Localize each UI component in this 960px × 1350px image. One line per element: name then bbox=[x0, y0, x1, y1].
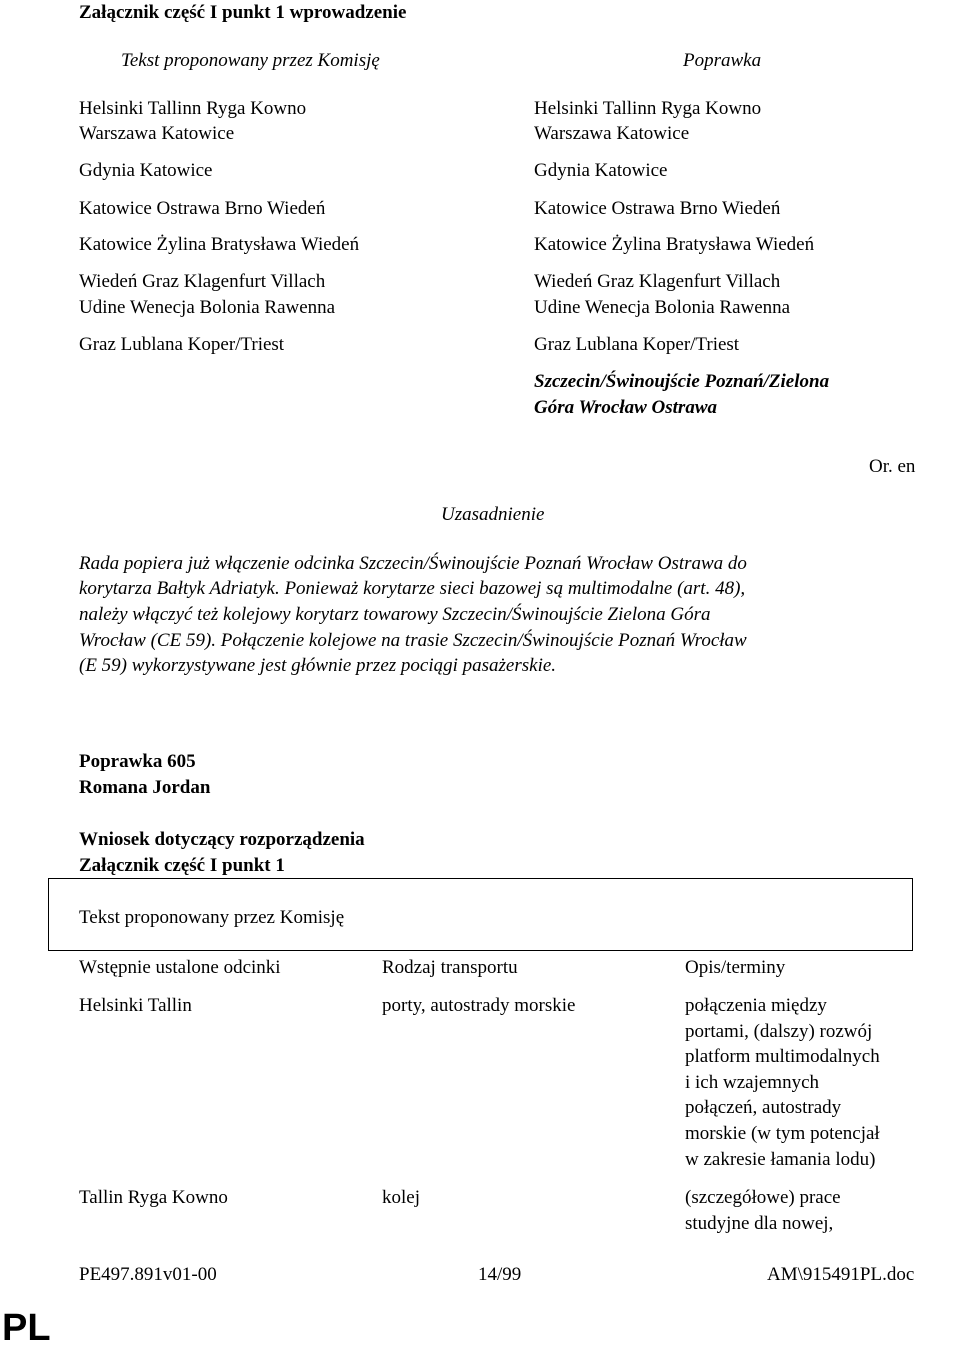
right-route-3: Katowice Ostrawa Brno Wiedeń bbox=[534, 198, 781, 219]
table-row-2-description bbox=[685, 1185, 841, 1236]
description-line: studyjne dla nowej, bbox=[685, 1212, 834, 1234]
description-line: morskie (w tym potencjał bbox=[685, 1122, 880, 1144]
table-row-2-transport: kolej bbox=[382, 1187, 420, 1208]
right-route-5-line-1: Wiedeń Graz Klagenfurt Villach bbox=[534, 271, 781, 292]
added-route-line-2: Góra Wrocław Ostrawa bbox=[534, 397, 717, 418]
left-route-4: Katowice Żylina Bratysława Wiedeń bbox=[79, 234, 360, 255]
footer-doc-ref: PE497.891v01-00 bbox=[79, 1264, 217, 1285]
table-divider bbox=[48, 950, 913, 951]
table-header: Tekst proponowany przez Komisję bbox=[79, 907, 345, 928]
description-line: platform multimodalnych bbox=[685, 1046, 880, 1068]
description-line: portami, (dalszy) rozwój bbox=[685, 1020, 873, 1042]
footer-language-code: PL bbox=[2, 1307, 51, 1349]
footer-file-name: AM\915491PL.doc bbox=[767, 1264, 915, 1285]
left-route-6: Graz Lublana Koper/Triest bbox=[79, 334, 285, 355]
right-route-2: Gdynia Katowice bbox=[534, 160, 668, 181]
left-route-5-line-1: Wiedeń Graz Klagenfurt Villach bbox=[79, 271, 326, 292]
description-line: połączeń, autostrady bbox=[685, 1097, 842, 1119]
column-header-sections: Wstępnie ustalone odcinki bbox=[79, 957, 281, 978]
left-route-5-line-2: Udine Wenecja Bolonia Rawenna bbox=[79, 297, 336, 318]
proposal-type: Wniosek dotyczący rozporządzenia bbox=[79, 829, 365, 850]
left-route-2: Gdynia Katowice bbox=[79, 160, 213, 181]
description-line: połączenia między bbox=[685, 995, 827, 1016]
table-row-1-transport: porty, autostrady morskie bbox=[382, 995, 576, 1016]
left-route-1-line-2: Warszawa Katowice bbox=[79, 123, 235, 144]
justification-line-1: Rada popiera już włączenie odcinka Szczecin/Świnoujście Poznań Wrocław Ostrawa do bbox=[79, 553, 747, 574]
amendment-author: Romana Jordan bbox=[79, 777, 211, 798]
justification-line-2: korytarza Bałtyk Adriatyk. Ponieważ korytarze sieci bazowej są multimodalne (art. 48), bbox=[79, 578, 746, 599]
amendment-number: Poprawka 605 bbox=[79, 751, 196, 772]
right-route-5-line-2: Udine Wenecja Bolonia Rawenna bbox=[534, 297, 791, 318]
left-route-3: Katowice Ostrawa Brno Wiedeń bbox=[79, 198, 326, 219]
justification-line-3: należy włączyć też kolejowy korytarz towarowy Szczecin/Świnoujście Zielona Góra bbox=[79, 604, 711, 625]
right-route-1-line-1: Helsinki Tallinn Ryga Kowno bbox=[534, 98, 762, 119]
right-route-4: Katowice Żylina Bratysława Wiedeń bbox=[534, 234, 815, 255]
right-column-header: Poprawka bbox=[683, 50, 762, 71]
table-row-1-section: Helsinki Tallin bbox=[79, 995, 192, 1016]
left-route-1-line-1: Helsinki Tallinn Ryga Kowno bbox=[79, 98, 307, 119]
section-header: Załącznik część I punkt 1 wprowadzenie bbox=[79, 2, 407, 23]
description-line: (szczegółowe) prace bbox=[685, 1187, 841, 1208]
justification-line-5: (E 59) wykorzystywane jest głównie przez pociągi pasażerskie. bbox=[79, 655, 557, 676]
justification-line-4: Wrocław (CE 59). Połączenie kolejowe na trasie Szczecin/Świnoujście Poznań Wrocław bbox=[79, 630, 747, 651]
proposal-reference: Załącznik część I punkt 1 bbox=[79, 855, 285, 876]
column-header-transport: Rodzaj transportu bbox=[382, 957, 518, 978]
footer-page-number: 14/99 bbox=[478, 1264, 522, 1285]
description-line: i ich wzajemnych bbox=[685, 1071, 820, 1093]
table-row-1-description bbox=[685, 993, 880, 1172]
column-header-description: Opis/terminy bbox=[685, 957, 786, 978]
original-language: Or. en bbox=[869, 456, 916, 477]
description-line: w zakresie łamania lodu) bbox=[685, 1148, 876, 1170]
right-route-6: Graz Lublana Koper/Triest bbox=[534, 334, 740, 355]
left-column-header: Tekst proponowany przez Komisję bbox=[121, 50, 380, 71]
added-route-line-1: Szczecin/Świnoujście Poznań/Zielona bbox=[534, 371, 830, 392]
justification-title: Uzasadnienie bbox=[441, 504, 545, 525]
table-row-2-section: Tallin Ryga Kowno bbox=[79, 1187, 228, 1208]
right-route-1-line-2: Warszawa Katowice bbox=[534, 123, 690, 144]
